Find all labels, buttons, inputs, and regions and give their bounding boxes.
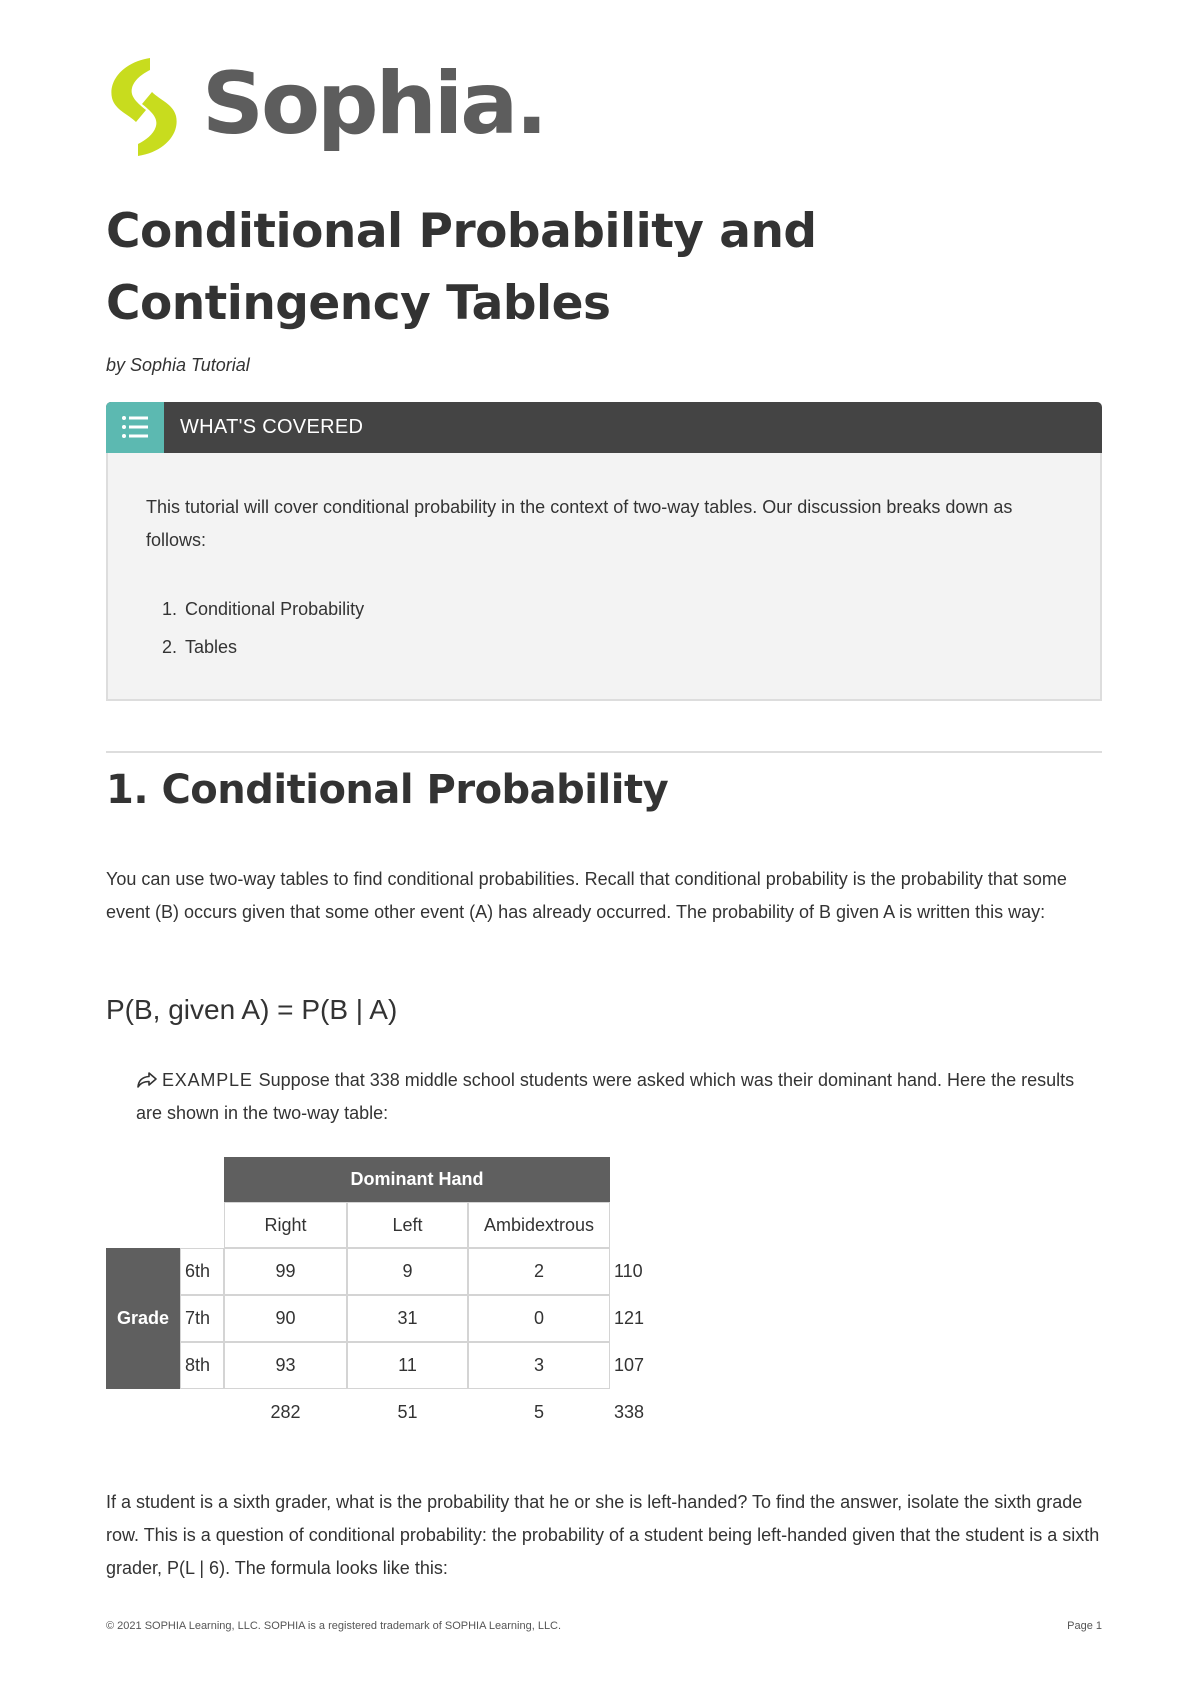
column-header-left: Left [347, 1202, 468, 1248]
column-total: 5 [533, 1401, 544, 1422]
table-cell: 2 [468, 1248, 610, 1295]
column-header-right: Right [224, 1202, 347, 1248]
example-label: EXAMPLE [162, 1070, 253, 1090]
table-cell: 9 [347, 1248, 468, 1295]
list-item-label: Conditional Probability [185, 599, 365, 619]
paragraph-question: If a student is a sixth grader, what is the probability that he or she is left-handed? To find the answer, isolate the sixth grade row. This is a question of conditional probability: the probability of a student being left-handed given that the student is a sixth grader, P(L | 6). The formula looks like this: [106, 1492, 1100, 1578]
grand-total: 338 [614, 1401, 645, 1422]
column-group-header: Dominant Hand [224, 1157, 610, 1202]
example-block [136, 1064, 1102, 1130]
whats-covered-icon-box [106, 402, 164, 453]
table-cell: 11 [347, 1342, 468, 1389]
table-cell: 31 [347, 1295, 468, 1342]
sophia-leaf-icon [106, 56, 182, 158]
whats-covered-box [106, 402, 1102, 701]
section-title: 1. Conditional Probability [106, 767, 669, 813]
list-item-number: 1. [161, 599, 177, 619]
table-cell: 99 [224, 1248, 347, 1295]
row-label-7th: 7th [180, 1295, 224, 1342]
paragraph-intro: You can use two-way tables to find conditional probabilities. Recall that conditional probability is the probability that some event (B) occurs given that some other event (A) has already occurred. The probability of B given A is written this way: [106, 869, 1067, 922]
list-item-number: 2. [161, 637, 177, 657]
formula: P(B, given A) = P(B | A) [106, 994, 398, 1025]
column-header-ambidextrous: Ambidextrous [468, 1202, 610, 1248]
sophia-logo [106, 52, 545, 162]
logo-wordmark: Sophia. [202, 54, 545, 154]
row-group-header: Grade [106, 1248, 180, 1389]
row-total: 121 [614, 1308, 645, 1328]
share-arrow-icon [136, 1071, 158, 1089]
section-divider [106, 751, 1102, 753]
row-total: 110 [614, 1261, 643, 1281]
table-cell: 90 [224, 1295, 347, 1342]
table-cell: 0 [468, 1295, 610, 1342]
table-cell: 93 [224, 1342, 347, 1389]
list-icon [121, 414, 149, 440]
row-label-6th: 6th [180, 1248, 224, 1295]
list-item [146, 628, 364, 666]
whats-covered-list [146, 590, 364, 666]
whats-covered-heading: WHAT'S COVERED [180, 416, 364, 438]
footer-copyright: © 2021 SOPHIA Learning, LLC. SOPHIA is a registered trademark of SOPHIA Learning, LLC. [106, 1620, 562, 1632]
whats-covered-body [106, 453, 1102, 701]
column-total: 51 [397, 1401, 418, 1422]
example-text: Suppose that 338 middle school students were asked which was their dominant hand. Here the results are shown in the two-way table: [136, 1070, 1075, 1123]
page-title: Conditional Probability and Contingency Tables [106, 204, 817, 331]
list-item-label: Tables [185, 637, 238, 657]
row-label-8th: 8th [180, 1342, 224, 1389]
footer-page-number: Page 1 [1067, 1620, 1102, 1632]
whats-covered-header [106, 402, 1102, 453]
row-total: 107 [614, 1355, 645, 1375]
column-total: 282 [270, 1401, 301, 1422]
table-cell: 3 [468, 1342, 610, 1389]
whats-covered-intro: This tutorial will cover conditional probability in the context of two-way tables. Our discussion breaks down as follows: [146, 497, 1013, 550]
list-item [146, 590, 364, 628]
byline: by Sophia Tutorial [106, 355, 250, 375]
